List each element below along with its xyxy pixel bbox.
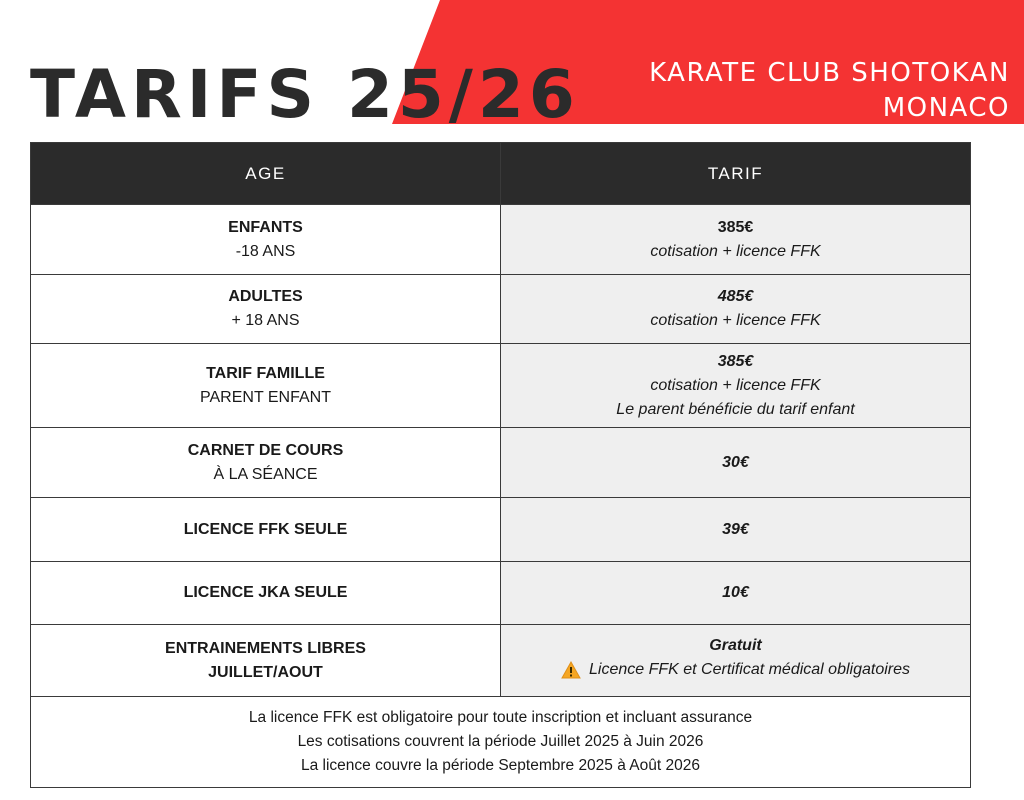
table-row [31,625,971,697]
tarif-cell [501,275,971,344]
age-cell [31,205,501,275]
column-header-age: AGE [31,143,501,205]
column-header-tarif: TARIF [501,143,971,205]
age-cell [31,344,501,428]
price-detail: cotisation + licence FFK [650,242,821,260]
age-label: ENFANTS [228,218,303,236]
table-row [31,344,971,428]
age-label: CARNET DE COURS [187,441,344,459]
age-label: ADULTES [228,288,303,305]
tarif-cell [501,625,971,697]
age-label: LICENCE JKA SEULE [183,584,348,601]
age-label: TARIF FAMILLE [206,364,325,382]
price: 30€ [722,453,749,471]
tarif-cell [501,562,971,625]
price: Gratuit [709,637,762,654]
tarif-cell [501,428,971,498]
table-header-row [31,143,971,205]
price-detail: cotisation + licence FFK [650,312,821,329]
table-row [31,428,971,498]
tarif-cell [501,344,971,428]
pricing-table [30,142,971,788]
note-line: La licence FFK est obligatoire pour toute inscription et incluant assurance [248,709,753,726]
notes-cell [31,697,971,788]
price: 485€ [717,288,754,305]
notes-row [31,697,971,788]
price: 385€ [717,352,754,370]
note-line: Les cotisations couvrent la période Juillet 2025 à Juin 2026 [297,733,704,750]
club-name [649,56,1010,126]
page-title: TARIFS 25/26 [30,56,580,133]
age-cell [31,562,501,625]
price-detail: cotisation + licence FFK [650,376,821,394]
age-sub: JUILLET/AOUT [208,663,323,681]
table-row [31,498,971,562]
warning-icon [561,661,581,679]
age-sub: À LA SÉANCE [213,465,318,483]
table-row [31,205,971,275]
age-cell [31,275,501,344]
note-line: La licence couvre la période Septembre 2025 à Août 2026 [301,757,700,774]
club-name-line1: KARATE CLUB SHOTOKAN [649,58,1010,88]
age-sub: PARENT ENFANT [200,388,331,406]
warning-text: Licence FFK et Certificat médical obligatoires [588,661,911,678]
club-name-line2: MONACO [882,93,1010,123]
age-sub: + 18 ANS [231,312,300,329]
age-sub: -18 ANS [235,242,296,260]
table-row [31,275,971,344]
price-note: Le parent bénéficie du tarif enfant [616,400,855,418]
tarif-cell [501,205,971,275]
price: 39€ [722,520,749,538]
age-cell [31,498,501,562]
price: 385€ [717,218,754,236]
age-cell [31,428,501,498]
age-cell [31,625,501,697]
table-row [31,562,971,625]
age-label: LICENCE FFK SEULE [183,520,348,538]
tarif-cell [501,498,971,562]
price: 10€ [722,584,749,601]
age-label: ENTRAINEMENTS LIBRES [165,639,366,657]
warning-line [561,658,910,682]
